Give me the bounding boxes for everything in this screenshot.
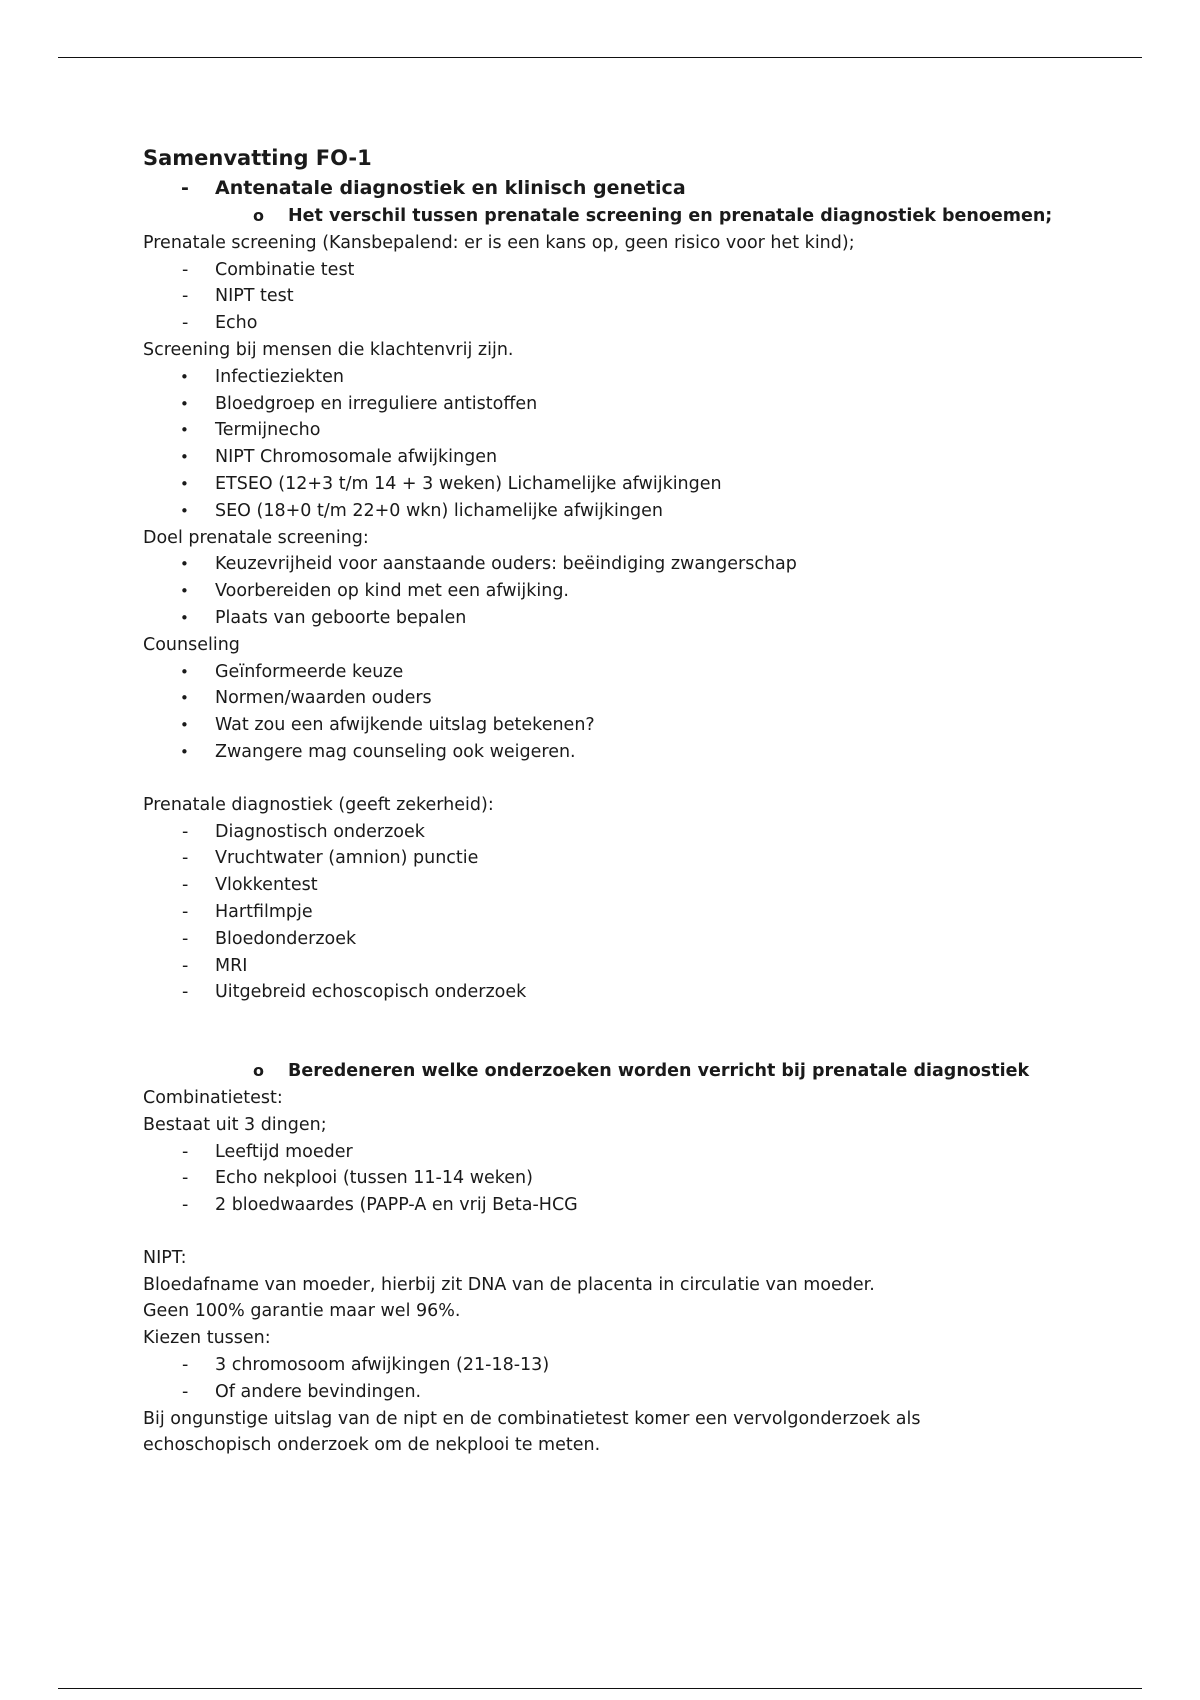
list-item (143, 1379, 1143, 1406)
bullet-marker: • (180, 421, 189, 440)
list-item-text: Voorbereiden op kind met een afwijking. (215, 581, 569, 602)
bullet-marker: • (180, 608, 189, 627)
dash-marker: - (182, 982, 189, 1003)
dash-marker: - (182, 1355, 189, 1376)
list-item-text: Vruchtwater (amnion) punctie (215, 848, 479, 869)
paragraph: echoschopisch onderzoek om de nekplooi te meten. (143, 1435, 601, 1456)
bullet-marker: • (180, 742, 189, 761)
dash-marker: - (182, 848, 189, 869)
list-item-text: Hartfilmpje (215, 901, 313, 922)
list-item (143, 417, 1143, 444)
bullet-marker: • (180, 716, 189, 735)
list-item-text: NIPT test (215, 286, 294, 307)
list-item-text: NIPT Chromosomale afwijkingen (215, 447, 498, 468)
bullet-marker: • (180, 474, 189, 493)
subsection-heading (143, 203, 1143, 230)
list-item-text: Termijnecho (215, 420, 321, 441)
list-item-text: Keuzevrijheid voor aanstaande ouders: beëindiging zwangerschap (215, 554, 797, 575)
list-item (143, 283, 1143, 310)
list-item (143, 578, 1143, 605)
list-item-text: Of andere bevindingen. (215, 1381, 422, 1402)
list-item (143, 1139, 1143, 1166)
dash-marker: - (182, 955, 189, 976)
paragraph: Prenatale screening (Kansbepalend: er is een kans op, geen risico voor het kind); (143, 232, 855, 253)
dash-marker: - (182, 1168, 189, 1189)
list-item (143, 391, 1143, 418)
list-item (143, 819, 1143, 846)
subsection-heading-text: Het verschil tussen prenatale screening en prenatale diagnostiek benoemen; (288, 206, 1053, 226)
list-item-text: 2 bloedwaardes (PAPP-A en vrij Beta-HCG (215, 1195, 578, 1216)
dash-marker: - (182, 1195, 189, 1216)
bullet-marker: • (180, 582, 189, 601)
list-item (143, 872, 1143, 899)
list-item (143, 926, 1143, 953)
list-item-text: ETSEO (12+3 t/m 14 + 3 weken) Lichamelijke afwijkingen (215, 473, 722, 494)
bullet-marker: • (180, 394, 189, 413)
dash-marker: - (182, 821, 189, 842)
page-title: Samenvatting FO-1 (143, 146, 372, 170)
dash-marker: - (182, 259, 189, 280)
dash-marker: - (182, 875, 189, 896)
circle-marker: o (253, 1061, 264, 1081)
bullet-marker: • (180, 689, 189, 708)
list-item-text: Infectieziekten (215, 366, 344, 387)
bullet-marker: • (180, 662, 189, 681)
paragraph: Kiezen tussen: (143, 1328, 271, 1349)
list-item (143, 310, 1143, 337)
bullet-marker: • (180, 555, 189, 574)
list-item-text: Wat zou een afwijkende uitslag betekenen? (215, 715, 595, 736)
bullet-marker: • (180, 367, 189, 386)
list-item-text: Zwangere mag counseling ook weigeren. (215, 741, 576, 762)
dash-marker: - (182, 1141, 189, 1162)
list-item (143, 257, 1143, 284)
list-item-text: Normen/waarden ouders (215, 688, 432, 709)
list-item (143, 1165, 1143, 1192)
paragraph: Bloedafname van moeder, hierbij zit DNA van de placenta in circulatie van moeder. (143, 1274, 875, 1295)
list-item-text: Bloedonderzoek (215, 928, 357, 949)
list-item (143, 953, 1143, 980)
paragraph: Prenatale diagnostiek (geeft zekerheid): (143, 794, 494, 815)
list-item-text: SEO (18+0 t/m 22+0 wkn) lichamelijke afwijkingen (215, 500, 663, 521)
bullet-marker: • (180, 501, 189, 520)
circle-marker: o (253, 206, 264, 225)
list-item (143, 845, 1143, 872)
section-heading-text: Antenatale diagnostiek en klinisch genetica (215, 177, 686, 199)
list-item (143, 685, 1143, 712)
list-item (143, 605, 1143, 632)
list-item-text: Bloedgroep en irreguliere antistoffen (215, 393, 538, 414)
dash-marker: - (181, 177, 189, 199)
list-item (143, 1352, 1143, 1379)
paragraph: Doel prenatale screening: (143, 527, 369, 548)
list-item-text: Echo nekplooi (tussen 11-14 weken) (215, 1168, 533, 1189)
subsection-heading-text: Beredeneren welke onderzoeken worden verricht bij prenatale diagnostiek (288, 1061, 1030, 1082)
footer-rule (58, 1688, 1142, 1689)
list-item (143, 471, 1143, 498)
list-item (143, 979, 1143, 1006)
dash-marker: - (182, 286, 189, 307)
list-item-text: MRI (215, 955, 248, 976)
list-item-text: Echo (215, 313, 258, 334)
paragraph: NIPT: (143, 1247, 187, 1268)
list-item (143, 498, 1143, 525)
list-item (143, 712, 1143, 739)
list-item (143, 364, 1143, 391)
list-item-text: Plaats van geboorte bepalen (215, 607, 467, 628)
dash-marker: - (182, 901, 189, 922)
dash-marker: - (182, 313, 189, 334)
paragraph: Combinatietest: (143, 1087, 283, 1108)
list-item (143, 899, 1143, 926)
bullet-marker: • (180, 448, 189, 467)
list-item-text: Vlokkentest (215, 875, 318, 896)
paragraph: Geen 100% garantie maar wel 96%. (143, 1301, 461, 1322)
subsection-heading (143, 1058, 1143, 1085)
header-rule (58, 57, 1142, 58)
list-item-text: Diagnostisch onderzoek (215, 821, 425, 842)
paragraph: Bij ongunstige uitslag van de nipt en de combinatietest komer een vervolgonderzoek als (143, 1408, 921, 1429)
spacer (143, 766, 1143, 792)
paragraph: Bestaat uit 3 dingen; (143, 1114, 327, 1135)
section-heading (143, 173, 1143, 203)
spacer (143, 1219, 1143, 1245)
dash-marker: - (182, 928, 189, 949)
list-item (143, 551, 1143, 578)
list-item-text: Leeftijd moeder (215, 1141, 353, 1162)
list-item-text: Combinatie test (215, 259, 355, 280)
paragraph: Screening bij mensen die klachtenvrij zijn. (143, 339, 514, 360)
dash-marker: - (182, 1381, 189, 1402)
list-item-text: 3 chromosoom afwijkingen (21-18-13) (215, 1355, 550, 1376)
spacer (143, 1006, 1143, 1058)
list-item (143, 444, 1143, 471)
list-item (143, 659, 1143, 686)
paragraph: Counseling (143, 634, 240, 655)
list-item (143, 739, 1143, 766)
list-item-text: Uitgebreid echoscopisch onderzoek (215, 982, 527, 1003)
list-item (143, 1192, 1143, 1219)
document-body (143, 143, 1143, 1459)
list-item-text: Geïnformeerde keuze (215, 661, 404, 682)
